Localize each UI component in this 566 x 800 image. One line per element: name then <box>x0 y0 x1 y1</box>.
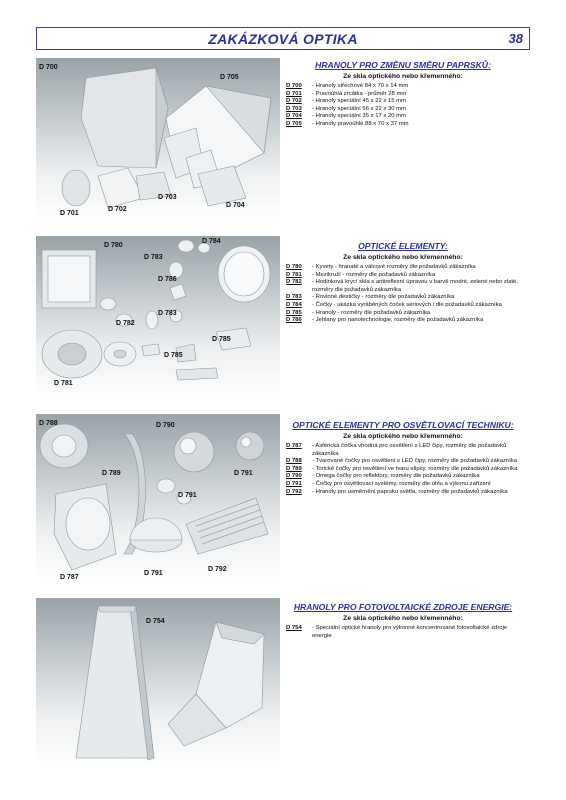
section-subtitle: Ze skla optického nebo křemenného: <box>343 73 463 80</box>
item-code: D 792 <box>286 488 302 495</box>
item-desc: - Čočky pro osvětlovací systémy, rozměry dle úhlu a výkonu zařízení <box>312 480 491 487</box>
list-item <box>286 317 520 325</box>
photo-optical-elements <box>36 236 280 400</box>
item-desc: - Torické čočky pro osvětlení ve tvaru elipsy, rozměry dle požadavků zákazníka <box>312 465 518 472</box>
item-desc: - Hranoly - rozměry dle požadavků zákazníka <box>312 309 431 316</box>
list-item <box>286 458 520 466</box>
list-item <box>286 98 520 106</box>
item-code: D 703 <box>286 105 302 112</box>
item-desc: - Pravoúhlá zrcátka - průměr 28 mm <box>312 90 407 97</box>
item-desc: - Mezikruží - rozměry dle požadavků zákazníka <box>312 271 436 278</box>
list-item <box>286 264 520 272</box>
section-title: HRANOLY PRO ZMĚNU SMĚRU PAPRSKŮ: <box>315 60 491 70</box>
photo-label: D 781 <box>54 380 73 387</box>
page-number: 38 <box>508 31 523 46</box>
item-code: D 788 <box>286 458 302 465</box>
list-item <box>286 481 520 489</box>
list-item <box>286 83 520 91</box>
photo-label: D 785 <box>212 336 231 343</box>
photo-label: D 786 <box>158 276 177 283</box>
item-code: D 789 <box>286 465 302 472</box>
item-desc: - Čočky - ukázka vyráběných čoček sériových i dle požadavků zákazníka <box>312 301 502 308</box>
list-item <box>286 625 520 640</box>
page-title: ZAKÁZKOVÁ OPTIKA <box>208 30 358 47</box>
item-list <box>286 443 520 496</box>
page-header <box>36 27 530 50</box>
photo-label: D 701 <box>60 210 79 217</box>
item-code: D 701 <box>286 90 302 97</box>
item-desc: - Asférická čočka vhodná pro osvětlení s LED čipy, rozměry dle požadavků zákazníka <box>312 443 507 457</box>
item-desc: - Jehlany pro nanotechnologie, rozměry dle požadavků zákazníka <box>312 317 484 324</box>
section-prisms <box>286 60 520 129</box>
photo-photovoltaic-prisms <box>36 598 280 768</box>
item-code: D 783 <box>286 294 302 301</box>
list-item <box>286 302 520 310</box>
item-desc: - Hranoly střechové 84 x 70 x 14 mm <box>312 83 409 89</box>
list-item <box>286 106 520 114</box>
photo-label: D 789 <box>102 470 121 477</box>
item-code: D 704 <box>286 113 302 120</box>
item-desc: - Tvarované čočky pro osvětlení s LED čipy, rozměry dle požadavků zákazníka <box>312 458 518 465</box>
lighting-elements-illustration <box>36 414 280 584</box>
photo-label: D 703 <box>158 194 177 201</box>
item-list <box>286 264 520 325</box>
photo-label: D 790 <box>156 422 175 429</box>
photo-label: D 784 <box>202 238 221 245</box>
section-title: HRANOLY PRO FOTOVOLTAICKÉ ZDROJE ENERGIE: <box>293 602 513 612</box>
photo-label: D 704 <box>226 202 245 209</box>
photo-label: D 787 <box>60 574 79 581</box>
photo-label: D 791 <box>178 492 197 499</box>
photo-label: D 754 <box>146 618 165 625</box>
item-desc: - Hranoly speciální 56 x 22 x 30 mm <box>312 105 406 112</box>
item-desc: - Hodinková krycí skla s antireflexní úpravou v barvě modré, zelené nebo zlaté, rozměry dle požadavků zákazníka <box>312 279 518 293</box>
item-desc: - Hranoly speciální 35 x 17 x 20 mm <box>312 113 406 120</box>
list-item <box>286 279 520 294</box>
item-code: D 785 <box>286 309 302 316</box>
item-list <box>286 83 520 129</box>
item-desc: - Speciální optické hranoly pro výkonné koncentrované fotovoltaické zdroje energie <box>312 625 508 639</box>
item-code: D 790 <box>286 473 302 480</box>
list-item <box>286 294 520 302</box>
photo-prisms <box>36 58 280 224</box>
photo-label: D 782 <box>116 320 135 327</box>
item-desc: - Omega čočky pro reflektory, rozměry dle požadavků zákazníka <box>312 473 480 480</box>
item-list <box>286 625 520 640</box>
item-desc: - Hranoly speciální 45 x 22 x 15 mm <box>312 98 406 105</box>
section-title: OPTICKÉ ELEMENTY: <box>358 241 448 251</box>
list-item <box>286 473 520 481</box>
photo-label: D 788 <box>39 420 58 427</box>
item-desc: - Hranoly pravoúhlé 88 x 70 x 37 mm <box>312 120 409 127</box>
photo-label: D 702 <box>108 206 127 213</box>
photo-lighting-elements <box>36 414 280 584</box>
section-lighting-elements <box>286 420 520 496</box>
item-code: D 787 <box>286 443 302 449</box>
section-photovoltaic-prisms <box>286 602 520 640</box>
item-desc: - Hranoly pro usměrnění paprsku světla, rozměry dle požadavků zákazníka <box>312 488 508 495</box>
item-code: D 705 <box>286 120 302 127</box>
item-code: D 782 <box>286 279 302 286</box>
item-code: D 784 <box>286 301 302 308</box>
list-item <box>286 113 520 121</box>
section-title: OPTICKÉ ELEMENTY PRO OSVĚTLOVACÍ TECHNIKU: <box>292 420 514 430</box>
item-code: D 754 <box>286 625 302 631</box>
item-code: D 781 <box>286 271 302 278</box>
item-code: D 702 <box>286 98 302 105</box>
list-item <box>286 121 520 129</box>
item-code: D 700 <box>286 83 302 89</box>
photo-label: D 791 <box>144 570 163 577</box>
photo-label: D 783 <box>144 254 163 261</box>
photo-label: D 792 <box>208 566 227 573</box>
item-code: D 786 <box>286 317 302 324</box>
photo-label: D 783 <box>158 310 177 317</box>
item-desc: - Rovinné destičky - rozměry dle požadavků zákazníka <box>312 294 455 301</box>
list-item <box>286 91 520 99</box>
section-subtitle: Ze skla optického nebo křemenného: <box>343 254 463 261</box>
section-optical-elements <box>286 241 520 325</box>
photo-label: D 791 <box>234 470 253 477</box>
section-subtitle: Ze skla optického nebo křemenného: <box>343 615 463 622</box>
item-code: D 791 <box>286 480 302 487</box>
photo-label: D 785 <box>164 352 183 359</box>
item-code: D 780 <box>286 264 302 270</box>
list-item <box>286 272 520 280</box>
section-subtitle: Ze skla optického nebo křemenného: <box>343 433 463 440</box>
photo-label: D 705 <box>220 74 239 81</box>
list-item <box>286 443 520 458</box>
photo-label: D 700 <box>39 64 58 71</box>
photo-label: D 780 <box>104 242 123 249</box>
item-desc: - Kyvety - hranaté a válcové rozměry dle požadavků zákazníka <box>312 264 476 270</box>
list-item <box>286 489 520 497</box>
